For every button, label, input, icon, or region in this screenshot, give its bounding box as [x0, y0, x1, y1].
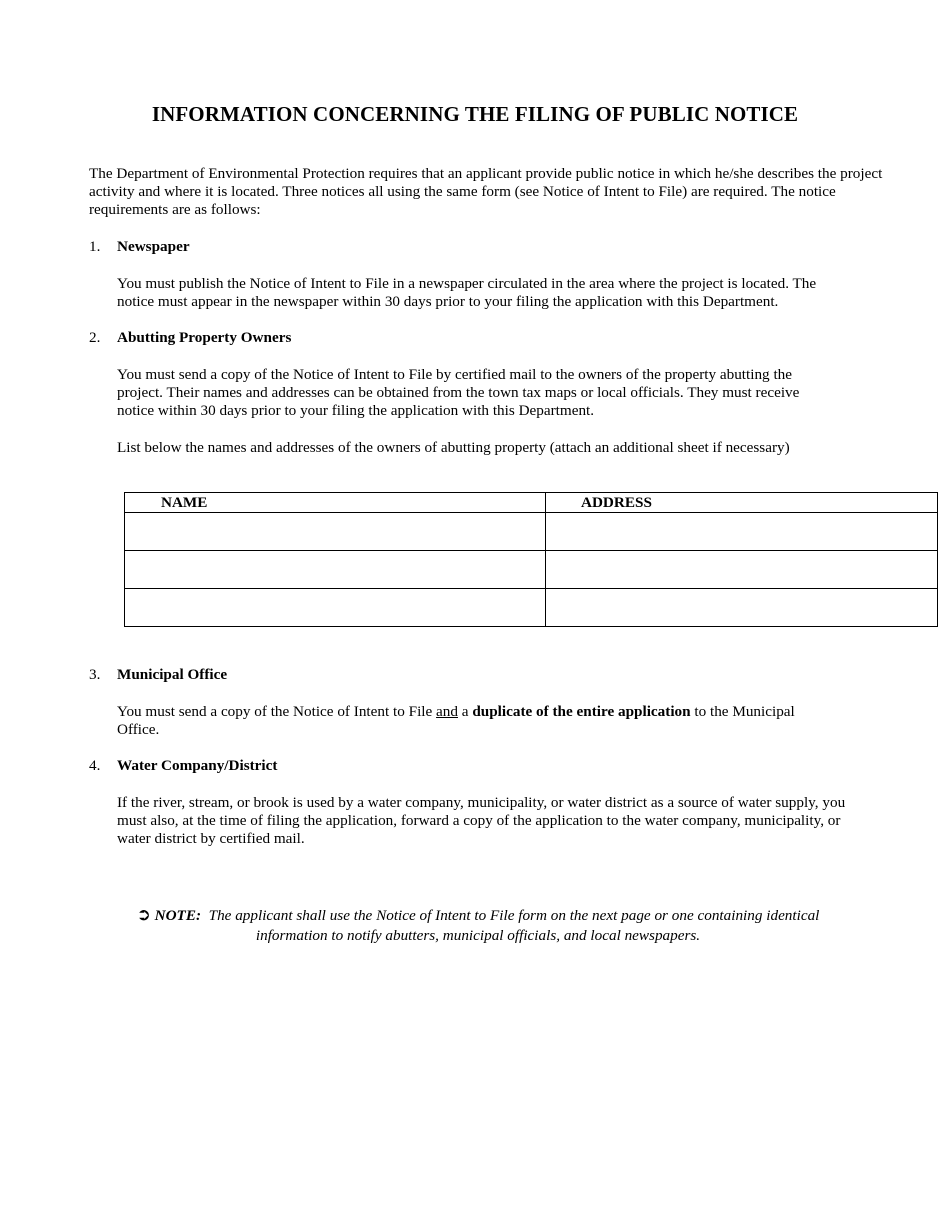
table-row — [125, 589, 938, 627]
section-4-heading: Water Company/District — [117, 757, 278, 774]
address-cell[interactable] — [546, 589, 938, 627]
note-paragraph — [118, 905, 838, 946]
section-3-body-pre: You must send a copy of the Notice of Intent to File — [117, 703, 437, 720]
section-1-heading: Newspaper — [117, 238, 190, 255]
table-row — [125, 551, 938, 589]
section-3-heading: Municipal Office — [117, 666, 228, 683]
note-label: NOTE: — [154, 907, 202, 924]
section-2-list-instruction: List below the names and addresses of the owners of abutting property (attach an additional sheet if necessary) — [117, 439, 790, 456]
address-cell[interactable] — [546, 551, 938, 589]
address-cell[interactable] — [546, 513, 938, 551]
section-3-body-mid: a — [457, 703, 473, 720]
section-1-number: 1. — [89, 238, 101, 255]
name-cell[interactable] — [125, 589, 546, 627]
section-3-body — [117, 703, 837, 739]
section-4-body: If the river, stream, or brook is used by a water company, municipality, or water district as a source of water supply, you must also, at the time of filing the application, forward a copy of the application to the water company, municipality, or water district by certified mail. — [117, 794, 846, 848]
page-title: INFORMATION CONCERNING THE FILING OF PUBLIC NOTICE — [151, 102, 799, 126]
section-3-body-underlined: and — [436, 703, 458, 720]
name-cell[interactable] — [125, 551, 546, 589]
section-1-body: You must publish the Notice of Intent to File in a newspaper circulated in the area where the project is located. The notice must appear in the newspaper within 30 days prior to your filing the application with this Department. — [117, 275, 817, 311]
section-4-number: 4. — [89, 757, 101, 774]
intro-paragraph: The Department of Environmental Protection requires that an applicant provide public notice in which he/she describes the project activity and where it is located. Three notices all using the same form (see Notice of Intent to File) are required. The notice requirements are as follows: — [89, 165, 883, 219]
section-3-number: 3. — [89, 666, 101, 683]
abutters-table — [124, 492, 938, 627]
name-column-header: NAME — [125, 493, 546, 513]
section-3-body-post: to the Municipal Office. — [117, 703, 795, 739]
table-row — [125, 513, 938, 551]
arrow-right-icon: ➲ — [136, 905, 151, 924]
section-3-body-bold: duplicate of the entire application — [472, 703, 691, 720]
table-header-row — [125, 493, 938, 513]
note-text: The applicant shall use the Notice of Intent to File form on the next page or one containing identical information to notify abutters, municipal officials, and local newspapers. — [208, 907, 820, 944]
name-cell[interactable] — [125, 513, 546, 551]
section-2-body: You must send a copy of the Notice of Intent to File by certified mail to the owners of the property abutting the project. Their names and addresses can be obtained from the town tax maps or local officials. They must receive notice within 30 days prior to your filing the application with this Department. — [117, 366, 800, 420]
section-2-number: 2. — [89, 329, 101, 346]
section-2-heading: Abutting Property Owners — [117, 329, 292, 346]
address-column-header: ADDRESS — [546, 493, 938, 513]
